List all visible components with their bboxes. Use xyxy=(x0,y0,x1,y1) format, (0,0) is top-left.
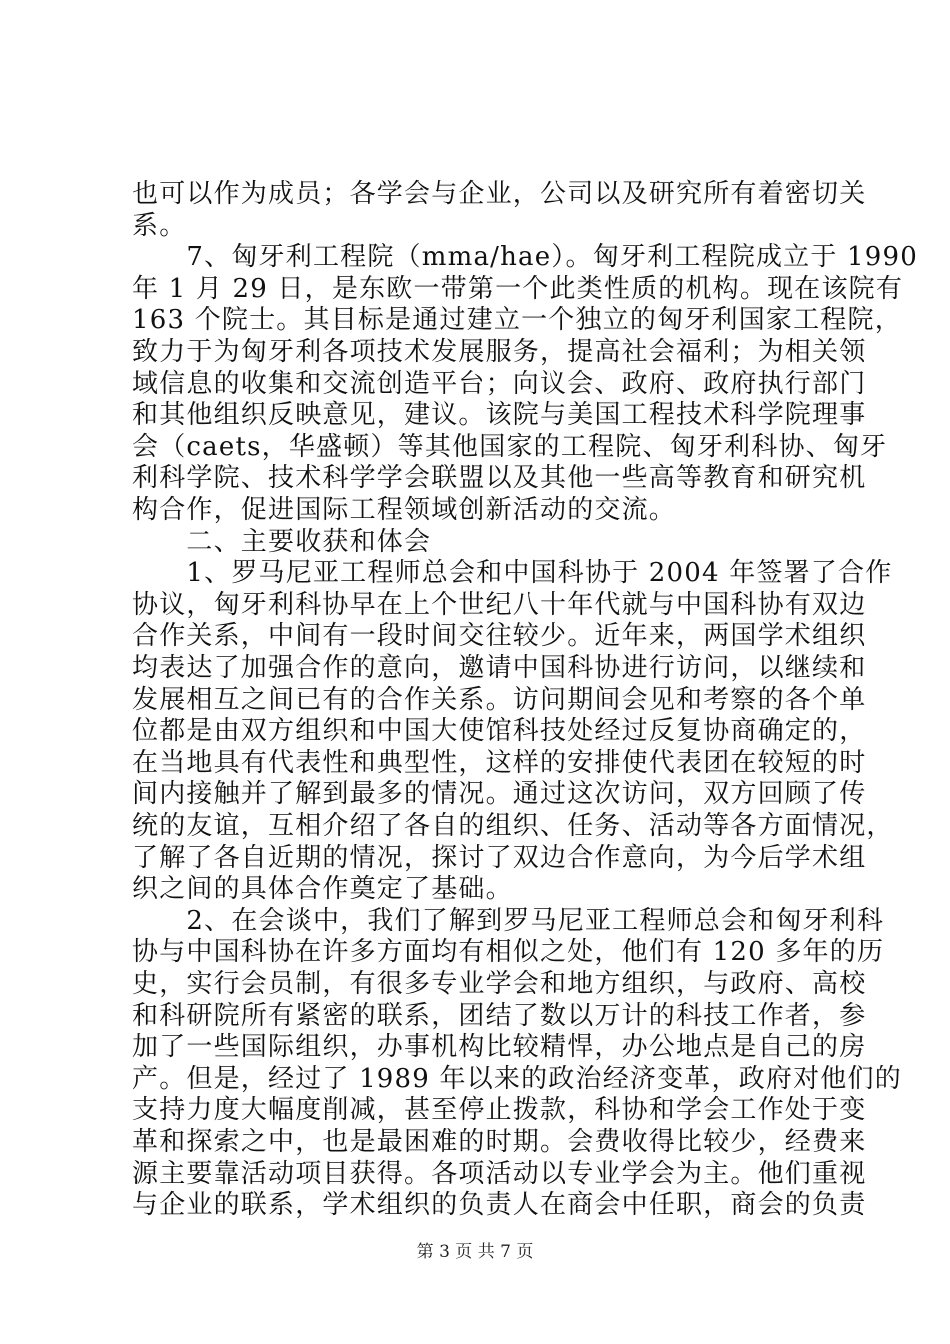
text-line: 163 个院士。其目标是通过建立一个独立的匈牙利国家工程院， xyxy=(132,305,902,336)
text-line: 源主要靠活动项目获得。各项活动以专业学会为主。他们重视 xyxy=(132,1158,867,1189)
text-line: 合作关系，中间有一段时间交往较少。近年来，两国学术组织 xyxy=(132,621,867,652)
text-line: 了解了各自近期的情况，探讨了双边合作意向，为今后学术组 xyxy=(132,842,867,873)
text-line: 产。但是，经过了 1989 年以来的政治经济变革，政府对他们的 xyxy=(132,1063,902,1094)
text-line: 域信息的收集和交流创造平台；向议会、政府、政府执行部门 xyxy=(132,368,867,399)
page-footer: 第 3 页 共 7 页 xyxy=(416,1242,534,1262)
text-line: 会（caets，华盛顿）等其他国家的工程院、匈牙利科协、匈牙 xyxy=(132,431,888,462)
text-line: 构合作，促进国际工程领域创新活动的交流。 xyxy=(132,495,677,525)
text-line: 7、匈牙利工程院（mma/hae）。匈牙利工程院成立于 1990 xyxy=(132,242,918,273)
text-line: 2、在会谈中，我们了解到罗马尼亚工程师总会和匈牙利科 xyxy=(132,905,885,936)
text-line: 利科学院、技术科学学会联盟以及其他一些高等教育和研究机 xyxy=(132,463,867,494)
text-line: 系。 xyxy=(132,210,187,241)
text-line: 在当地具有代表性和典型性，这样的安排使代表团在较短的时 xyxy=(132,747,867,778)
text-line: 间内接触并了解到最多的情况。通过这次访问，双方回顾了传 xyxy=(132,779,867,810)
text-line: 二、主要收获和体会 xyxy=(132,526,432,557)
text-line: 位都是由双方组织和中国大使馆科技处经过反复协商确定的， xyxy=(132,716,867,747)
text-line: 年 1 月 29 日，是东欧一带第一个此类性质的机构。现在该院有 xyxy=(132,273,904,304)
text-line: 支持力度大幅度削减，甚至停止拨款，科协和学会工作处于变 xyxy=(132,1095,867,1126)
text-line: 发展相互之间已有的合作关系。访问期间会见和考察的各个单 xyxy=(132,684,867,715)
text-line: 1、罗马尼亚工程师总会和中国科协于 2004 年签署了合作 xyxy=(132,558,893,589)
text-line: 致力于为匈牙利各项技术发展服务，提高社会福利；为相关领 xyxy=(132,337,867,367)
text-line: 加了一些国际组织，办事机构比较精悍，办公地点是自己的房 xyxy=(132,1032,867,1063)
text-line: 均表达了加强合作的意向，邀请中国科协进行访问，以继续和 xyxy=(132,653,867,683)
text-line: 协与中国科协在许多方面均有相似之处，他们有 120 多年的历 xyxy=(132,937,885,968)
text-line: 与企业的联系，学术组织的负责人在商会中任职，商会的负责 xyxy=(132,1190,867,1221)
text-line: 史，实行会员制，有很多专业学会和地方组织，与政府、高校 xyxy=(132,969,867,999)
text-line: 革和探索之中，也是最困难的时期。会费收得比较少，经费来 xyxy=(132,1127,867,1157)
text-line: 协议，匈牙利科协早在上个世纪八十年代就与中国科协有双边 xyxy=(132,589,867,620)
text-line: 统的友谊，互相介绍了各自的组织、任务、活动等各方面情况， xyxy=(132,811,894,841)
text-line: 也可以作为成员；各学会与企业，公司以及研究所有着密切关 xyxy=(132,179,867,209)
text-line: 和科研院所有紧密的联系，团结了数以万计的科技工作者，参 xyxy=(132,1000,867,1031)
text-line: 织之间的具体合作奠定了基础。 xyxy=(132,874,513,905)
text-line: 和其他组织反映意见，建议。该院与美国工程技术科学院理事 xyxy=(132,400,867,431)
